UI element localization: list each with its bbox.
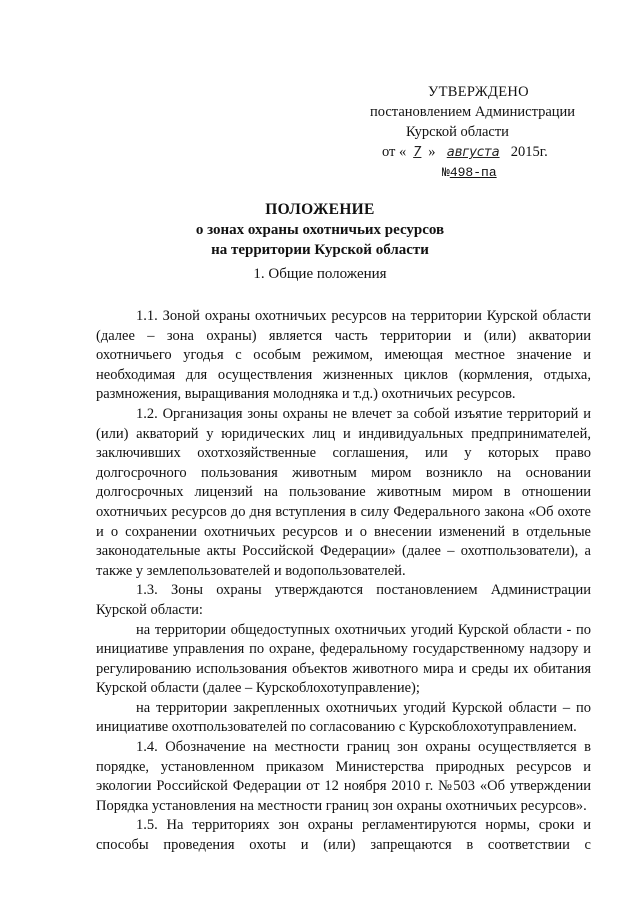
date-day: 7 xyxy=(413,145,422,160)
paragraph-assigned-lands: на территории закрепленных охотничьих угодий Курской области – по инициативе охотпользователей по согласованию с Курскоблохотуправлением. xyxy=(96,699,591,736)
paragraph-public-lands: на территории общедоступных охотничьих угодий Курской области - по инициативе управления по охране, федеральному государственному надзору и регулированию использования объектов животного мира и среды их обитания Курской области (далее – Курскоблохотуправление); xyxy=(96,621,591,697)
date-year: 2015г. xyxy=(510,144,548,160)
approval-region: Курской области xyxy=(406,124,509,140)
paragraph-1-3: 1.3. Зоны охраны утверждаются постановлением Администрации Курской области: xyxy=(96,582,591,618)
approval-title: УТВЕРЖДЕНО xyxy=(428,84,529,100)
section-heading: 1. Общие положения xyxy=(253,266,387,282)
paragraph-1-2: 1.2. Организация зоны охраны не влечет за собой изъятие территорий и (или) акваторий у юридических лиц и индивидуальных предпринимателей, заключивших охотхозяйственные соглашения, или у которых право долгосрочного пользования животным миром возникло на основании долгосрочных лицензий на пользование животным миром в отношении охотничьих ресурсов до дня вступления в силу Федерального закона «Об охоте и о сохранении охотничьих ресурсов и о внесении изменений в отдельные законодательные акты Российской Федерации» (далее – охотпользователи), а также у землепользователей и водопользователей. xyxy=(96,405,591,579)
approval-stamp xyxy=(370,82,600,183)
number-value: 498-па xyxy=(449,165,497,180)
date-month: августа xyxy=(446,145,500,160)
paragraph-1-4: 1.4. Обозначение на местности границ зон охраны осуществляется в порядке, установленном приказом Министерства природных ресурсов и экологии Российской Федерации от 12 ноября 2010 г. №503 «Об утверждении Порядка установления на местности границ зон охраны охотничьих ресурсов». xyxy=(96,739,591,814)
title-subtitle-2: на территории Курской области xyxy=(211,242,429,258)
document-body xyxy=(96,307,591,856)
number-prefix: № xyxy=(442,165,450,180)
document-title xyxy=(0,200,640,260)
date-prefix: от « xyxy=(382,144,407,160)
title-main: ПОЛОЖЕНИЕ xyxy=(265,201,375,218)
date-mid: » xyxy=(428,144,436,160)
approval-issuer: постановлением Администрации xyxy=(370,104,576,120)
paragraph-1-5: 1.5. На территориях зон охраны регламентируются нормы, сроки и способы проведения охоты и (или) запрещаются в соответствии с xyxy=(96,817,591,854)
paragraph-1-1: 1.1. Зоной охраны охотничьих ресурсов на территории Курской области (далее – зона охраны) является часть территории и (или) акватории охотничьего угодья с особым режимом, имеющая местное значение и необходимая для осуществления жизненных циклов (кормления, отдыха, размножения, выращивания молодняка и т.д.) охотничьих ресурсов. xyxy=(96,308,591,403)
approval-date xyxy=(382,142,600,163)
approval-number xyxy=(442,163,600,183)
title-subtitle-1: о зонах охраны охотничьих ресурсов xyxy=(195,222,445,238)
